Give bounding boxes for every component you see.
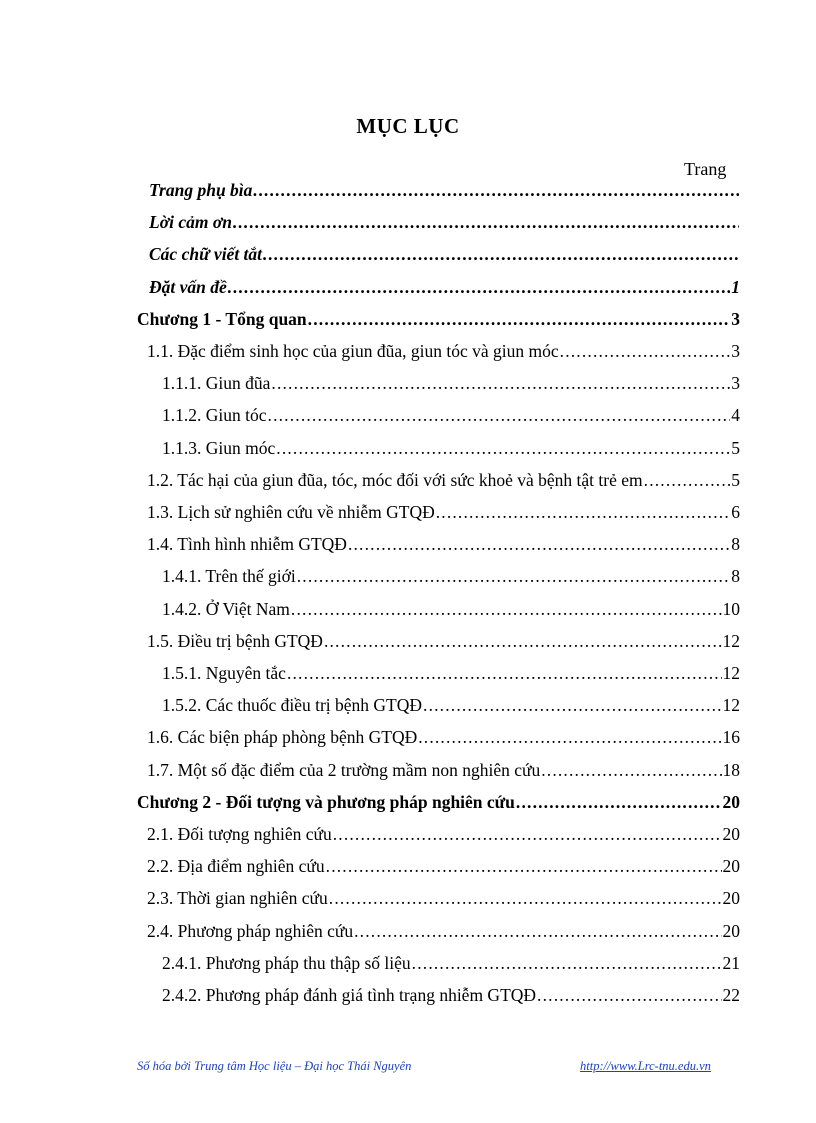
footer-credit: Số hóa bởi Trung tâm Học liệu – Đại học Thái Nguyên xyxy=(137,1059,412,1073)
toc-leader-dots xyxy=(276,438,730,459)
toc-leader-dots xyxy=(644,470,731,491)
toc-leader-dots xyxy=(271,373,730,394)
toc-entry-page: 16 xyxy=(722,727,740,748)
toc-entry-page: 8 xyxy=(731,534,740,555)
toc-entry[interactable] xyxy=(147,534,740,558)
page-title: MỤC LỤC xyxy=(356,114,460,138)
toc-entry-page: 10 xyxy=(722,598,740,619)
toc-entry-label: Đặt vấn đề xyxy=(149,276,227,297)
toc-entry-label: 1.5.2. Các thuốc điều trị bệnh GTQĐ xyxy=(162,695,423,716)
toc-entry-label: 1.6. Các biện pháp phòng bệnh GTQĐ xyxy=(147,727,418,748)
toc-entry-page: 5 xyxy=(731,437,740,458)
toc-entry-page: 12 xyxy=(722,630,740,651)
toc-entry-page: 20 xyxy=(722,824,740,844)
toc-entry[interactable] xyxy=(147,502,740,526)
toc-entry-label: 1.2. Tác hại của giun đũa, tóc, móc đối với sức khoẻ và bệnh tật trẻ em xyxy=(147,469,643,490)
toc-entry[interactable] xyxy=(162,695,740,719)
toc-leader-dots xyxy=(324,631,722,652)
toc-entry-page: 12 xyxy=(722,695,740,716)
toc-leader-dots xyxy=(228,277,730,298)
toc-leader-dots xyxy=(560,341,731,362)
toc-entry[interactable] xyxy=(162,985,740,1009)
toc-leader-dots xyxy=(412,953,722,974)
toc-entry[interactable] xyxy=(149,277,740,301)
toc-entry-page: 6 xyxy=(731,502,740,522)
toc-entry[interactable] xyxy=(162,663,740,687)
toc-leader-dots xyxy=(329,888,722,909)
toc-entry[interactable] xyxy=(162,566,740,590)
toc-leader-dots xyxy=(263,244,739,265)
toc-entry-label: 1.1. Đặc điểm sinh học của giun đũa, giun tóc và giun móc xyxy=(147,341,559,361)
toc-entry-label: Các chữ viết tắt xyxy=(149,244,263,265)
toc-leader-dots xyxy=(233,212,739,233)
toc-entry-label: 1.3. Lịch sử nghiên cứu về nhiễm GTQĐ xyxy=(147,502,435,522)
toc-entry-page: 20 xyxy=(722,856,740,877)
toc-entry-label: 1.1.3. Giun móc xyxy=(162,437,276,458)
toc-entry[interactable] xyxy=(147,727,740,751)
toc-entry-page: 12 xyxy=(722,663,740,683)
toc-entry-page: 8 xyxy=(731,566,740,587)
toc-entry-page: 18 xyxy=(722,759,740,780)
toc-entry-label: 2.1. Đối tượng nghiên cứu xyxy=(147,824,332,844)
toc-entry[interactable] xyxy=(149,212,740,236)
toc-leader-dots xyxy=(287,663,722,684)
toc-entry-label: 2.3. Thời gian nghiên cứu xyxy=(147,888,328,909)
toc-leader-dots xyxy=(348,534,730,555)
toc-entry[interactable] xyxy=(149,180,740,204)
toc-entry-page: 3 xyxy=(731,341,740,361)
toc-entry[interactable] xyxy=(162,373,740,397)
toc-entry[interactable] xyxy=(147,341,740,365)
toc-entry-label: 1.1.1. Giun đũa xyxy=(162,373,271,394)
toc-leader-dots xyxy=(516,792,722,813)
toc-entry[interactable] xyxy=(147,760,740,784)
toc-entry-label: 1.1.2. Giun tóc xyxy=(162,405,267,426)
toc-leader-dots xyxy=(297,566,731,587)
toc-entry-page: 3 xyxy=(731,373,740,394)
toc-entry-label: 2.4.2. Phương pháp đánh giá tình trạng nhiễm GTQĐ xyxy=(162,985,537,1005)
toc-entry-page: 1 xyxy=(731,276,740,297)
toc-entry-label: 1.4.2. Ở Việt Nam xyxy=(162,598,290,619)
toc-entry-label: 1.4. Tình hình nhiễm GTQĐ xyxy=(147,534,347,555)
toc-entry-label: 2.4. Phương pháp nghiên cứu xyxy=(147,920,354,941)
toc-leader-dots xyxy=(291,599,722,620)
toc-leader-dots xyxy=(418,727,721,748)
toc-entry-page: 21 xyxy=(722,952,740,973)
toc-entry-label: 1.5.1. Nguyên tắc xyxy=(162,663,286,683)
toc-entry[interactable] xyxy=(137,309,740,333)
toc-entry[interactable] xyxy=(162,599,740,623)
toc-entry-page: 20 xyxy=(722,920,740,941)
toc-leader-dots xyxy=(354,921,721,942)
toc-leader-dots xyxy=(541,760,721,781)
toc-entry-label: 2.2. Địa điểm nghiên cứu xyxy=(147,856,325,877)
toc-entry-page: 20 xyxy=(722,791,740,812)
toc-leader-dots xyxy=(436,502,731,523)
page-column-label: Trang xyxy=(684,159,727,179)
toc-entry-label: Chương 2 - Đối tượng và phương pháp nghiên cứu xyxy=(137,791,515,812)
toc-entry[interactable] xyxy=(162,438,740,462)
toc-leader-dots xyxy=(333,824,722,845)
toc-entry-label: 1.5. Điều trị bệnh GTQĐ xyxy=(147,630,323,651)
toc-entry-page: 4 xyxy=(731,405,740,426)
toc-entry-label: 1.4.1. Trên thế giới xyxy=(162,566,296,587)
toc-entry[interactable] xyxy=(162,405,740,429)
toc-leader-dots xyxy=(423,695,721,716)
toc-entry-page: 5 xyxy=(731,469,740,490)
toc-entry[interactable] xyxy=(147,888,740,912)
toc-entry[interactable] xyxy=(137,792,740,816)
toc-entry-label: Chương 1 - Tổng quan xyxy=(137,308,307,329)
toc-leader-dots xyxy=(326,856,722,877)
toc-entry-label: Lời cảm ơn xyxy=(149,212,232,233)
toc-entry-label: 2.4.1. Phương pháp thu thập số liệu xyxy=(162,952,411,973)
footer-link[interactable]: http://www.Lrc-tnu.edu.vn xyxy=(580,1059,711,1073)
toc-entry[interactable] xyxy=(147,824,740,848)
toc-entry-page: 3 xyxy=(731,308,740,329)
toc-leader-dots xyxy=(253,180,739,201)
toc-leader-dots xyxy=(268,405,731,426)
toc-entry[interactable] xyxy=(147,631,740,655)
toc-entry-page: 22 xyxy=(722,985,740,1005)
toc-entry[interactable] xyxy=(149,244,740,268)
toc-entry[interactable] xyxy=(147,470,740,494)
toc-entry-label: Trang phụ bìa xyxy=(149,180,253,200)
toc-leader-dots xyxy=(537,985,721,1006)
toc-entry-page: 20 xyxy=(722,888,740,909)
toc-entry-label: 1.7. Một số đặc điểm của 2 trường mầm non nghiên cứu xyxy=(147,759,541,780)
toc-entry[interactable] xyxy=(162,953,740,977)
toc-entry[interactable] xyxy=(147,856,740,880)
toc-leader-dots xyxy=(308,309,731,330)
toc-entry[interactable] xyxy=(147,921,740,945)
